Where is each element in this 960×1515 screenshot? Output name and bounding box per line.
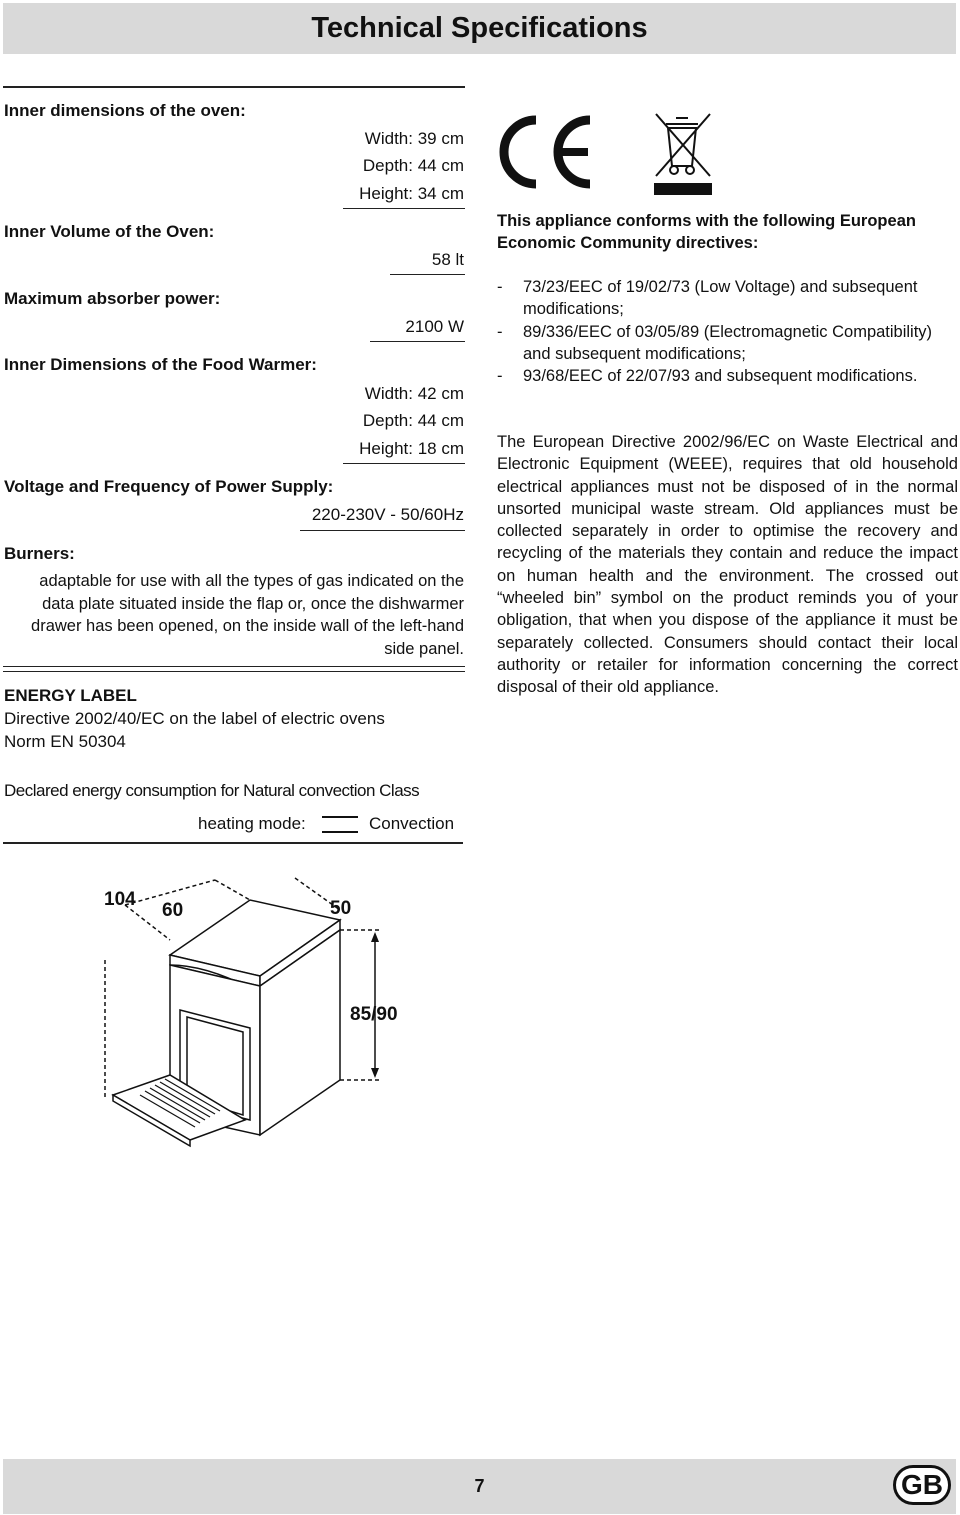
compliance-intro: This appliance conforms with the following European Economic Community directives: — [497, 212, 916, 253]
voltage-value: 220-230V - 50/60Hz — [311, 505, 464, 524]
oven-width: Width: 39 cm — [364, 129, 464, 148]
rule-burners — [3, 666, 465, 672]
ce-mark-icon — [494, 114, 596, 190]
directive-dash: - — [497, 322, 503, 341]
warmer-width: Width: 42 cm — [364, 384, 464, 403]
oven-dims-label: Inner dimensions of the oven: — [4, 101, 246, 120]
absorber-label: Maximum absorber power: — [4, 289, 221, 308]
rule-warmer — [343, 463, 465, 464]
rule-voltage — [300, 530, 465, 531]
energy-label-title: ENERGY LABEL — [4, 686, 137, 705]
absorber-value: 2100 W — [405, 317, 464, 336]
rule-energy — [3, 842, 463, 844]
warmer-label: Inner Dimensions of the Food Warmer: — [4, 355, 317, 374]
directive-text: 73/23/EEC of 19/02/73 (Low Voltage) and subsequent modifications; — [523, 278, 918, 319]
rule-absorber — [370, 341, 465, 342]
crossed-bin-icon — [652, 110, 714, 198]
convection-label: Convection — [369, 814, 455, 833]
energy-norm: Norm EN 50304 — [4, 732, 126, 751]
oven-depth: Depth: 44 cm — [362, 156, 464, 175]
voltage-label: Voltage and Frequency of Power Supply: — [4, 477, 334, 496]
dim-height-total: 104 — [104, 889, 136, 910]
volume-value: 58 lt — [431, 250, 464, 269]
directive-item — [497, 276, 958, 321]
rule-oven-dims — [343, 208, 465, 209]
warmer-height: Height: 18 cm — [359, 439, 464, 458]
footer-bar — [3, 1459, 956, 1514]
burners-label: Burners: — [4, 544, 75, 563]
burners-description: adaptable for use with all the types of gas indicated on the data plate situated inside the flap or, once the dishwarmer drawer has been opened, on the inside wall of the left-hand side panel. — [31, 572, 464, 658]
warmer-depth: Depth: 44 cm — [362, 411, 464, 430]
energy-declared: Declared energy consumption for Natural convection Class — [4, 781, 420, 800]
directive-item — [497, 321, 958, 366]
dim-width: 60 — [162, 900, 184, 921]
volume-label: Inner Volume of the Oven: — [4, 222, 215, 241]
page-title: Technical Specifications — [311, 12, 648, 44]
directive-item — [497, 365, 958, 387]
dim-height: 85/90 — [350, 1004, 398, 1025]
dim-depth: 50 — [330, 898, 352, 919]
directive-list — [497, 276, 958, 387]
country-badge: GB — [893, 1465, 951, 1505]
directive-dash: - — [497, 278, 503, 296]
heating-mode-label: heating mode: — [198, 814, 306, 833]
rule-volume — [390, 274, 465, 275]
page-number: 7 — [474, 1476, 485, 1496]
directive-dash: - — [497, 367, 503, 386]
header-bar — [3, 3, 956, 54]
energy-directive: Directive 2002/40/EC on the label of electric ovens — [4, 709, 385, 728]
weee-paragraph: The European Directive 2002/96/EC on Waste Electrical and Electronic Equipment (WEEE), requires that old household electrical appliances must not be disposed of in the normal unsorted municipal waste stream. Old appliances must be collected separately in order to optimise the recovery and recycling of the materials they contain and reduce the impact on human health and the environment. The crossed out “wheeled bin” symbol on the product reminds you of your obligation, that when you dispose of the appliance it must be separately collected. Consumers should contact their local authority or retailer for information concerning the correct disposal of their old appliance. — [497, 433, 958, 697]
directive-text: 89/336/EEC of 03/05/89 (Electromagnetic Compatibility) and subsequent modifications; — [523, 322, 933, 363]
directive-text: 93/68/EEC of 22/07/93 and subsequent modifications. — [523, 367, 918, 386]
oven-height: Height: 34 cm — [359, 184, 464, 203]
convection-symbol-icon — [320, 815, 360, 835]
top-rule — [3, 86, 465, 88]
